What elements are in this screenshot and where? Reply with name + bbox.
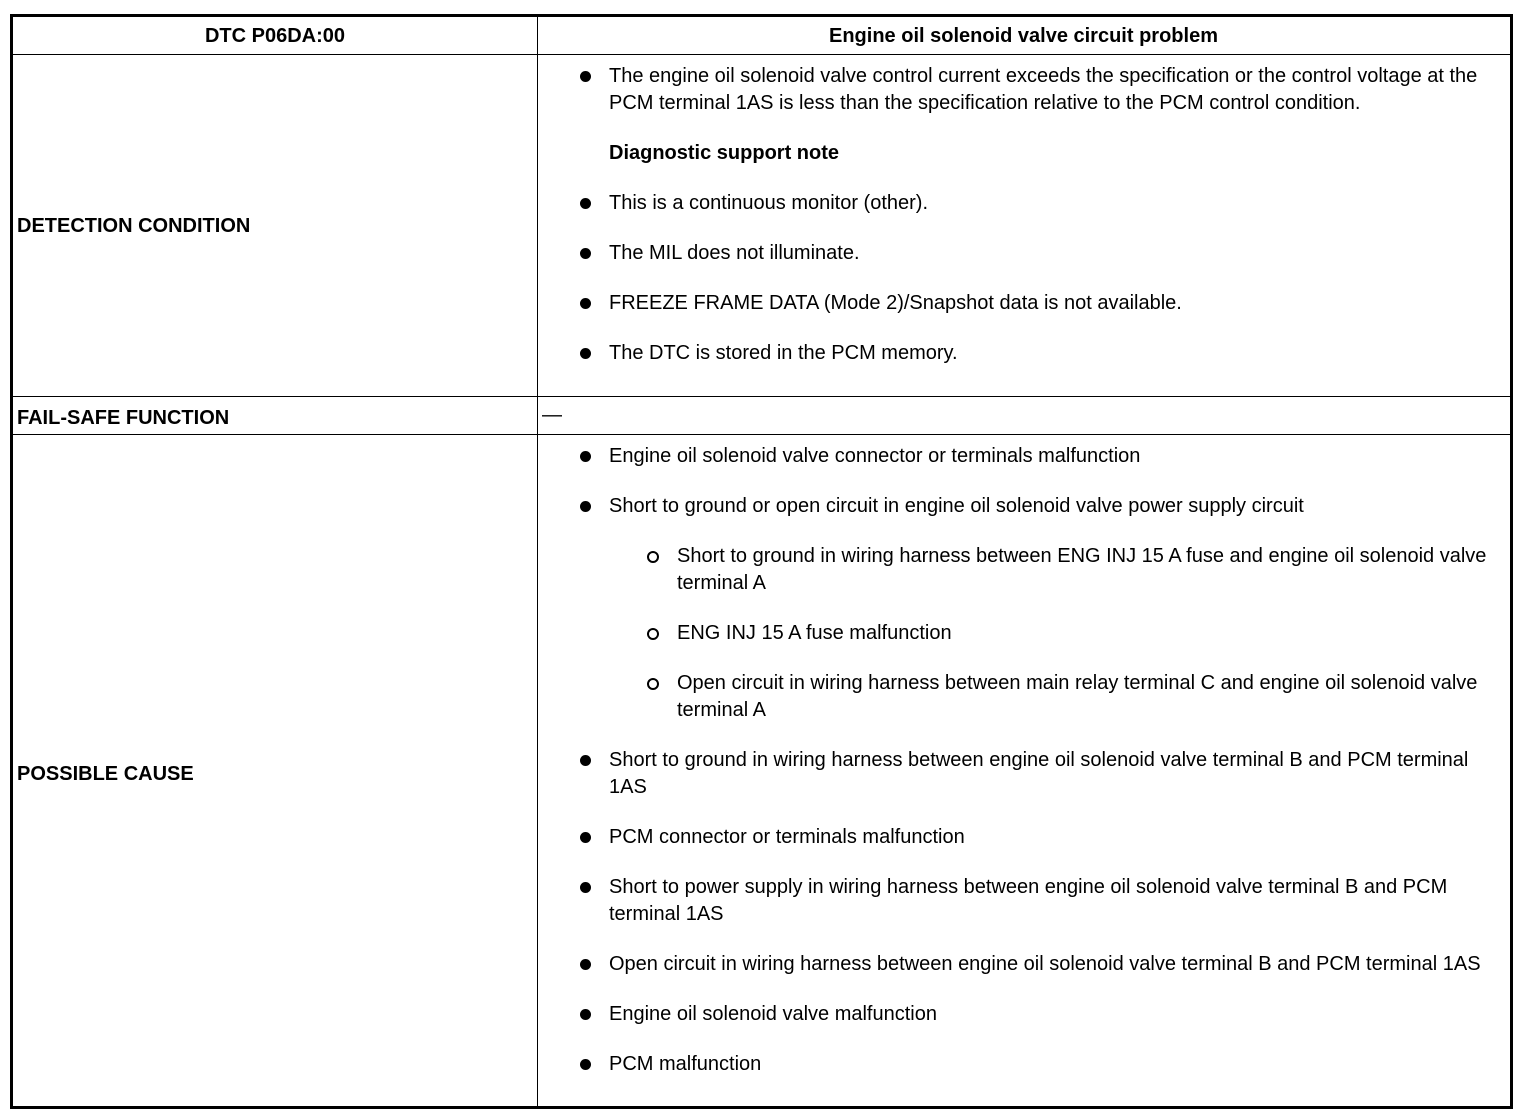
dtc-table — [10, 14, 1513, 1109]
list-item — [537, 340, 1510, 367]
detection-condition-list — [537, 63, 1510, 117]
list-item — [537, 824, 1510, 851]
bullet-icon — [580, 959, 591, 970]
note-text: FREEZE FRAME DATA (Mode 2)/Snapshot data is not available. — [609, 292, 1182, 314]
cause-text: PCM connector or terminals malfunction — [609, 826, 965, 848]
list-item — [537, 951, 1510, 978]
bullet-icon — [580, 348, 591, 359]
bullet-icon — [580, 1059, 591, 1070]
note-text: This is a continuous monitor (other). — [609, 192, 929, 214]
fail-safe-cell — [537, 397, 1510, 434]
bullet-icon — [580, 71, 591, 82]
list-item — [537, 1051, 1510, 1078]
dtc-title-header: Engine oil solenoid valve circuit problem — [829, 25, 1218, 47]
bullet-icon — [580, 832, 591, 843]
bullet-icon — [580, 198, 591, 209]
note-text: The DTC is stored in the PCM memory. — [609, 342, 958, 364]
note-text: The MIL does not illuminate. — [609, 242, 860, 264]
hollow-bullet-icon — [647, 678, 659, 690]
cause-text: Short to power supply in wiring harness between engine oil solenoid valve terminal B and PCM terminal 1AS — [609, 876, 1448, 925]
fail-safe-label: FAIL-SAFE FUNCTION — [17, 407, 230, 429]
detection-condition-label: DETECTION CONDITION — [17, 215, 251, 237]
possible-cause-list-continued — [537, 747, 1510, 1078]
list-item — [537, 443, 1510, 470]
cause-text: Engine oil solenoid valve connector or terminals malfunction — [609, 445, 1141, 467]
possible-cause-cell — [537, 443, 1510, 1078]
list-item — [537, 290, 1510, 317]
diagnostic-support-note-heading: Diagnostic support note — [609, 142, 839, 164]
dtc-code-header: DTC P06DA:00 — [204, 25, 346, 47]
diagnostic-notes-list — [537, 190, 1510, 367]
list-item — [537, 874, 1510, 928]
bullet-icon — [580, 882, 591, 893]
cause-text: Open circuit in wiring harness between engine oil solenoid valve terminal B and PCM terminal 1AS — [609, 953, 1481, 975]
bullet-icon — [580, 451, 591, 462]
list-item — [537, 63, 1510, 117]
sub-cause-text: Short to ground in wiring harness between ENG INJ 15 A fuse and engine oil solenoid valve terminal A — [677, 545, 1487, 594]
sub-list-item — [537, 670, 1510, 724]
sub-list-item — [537, 620, 1510, 647]
cause-text: Short to ground in wiring harness between engine oil solenoid valve terminal B and PCM terminal 1AS — [609, 749, 1469, 798]
possible-cause-label: POSSIBLE CAUSE — [17, 763, 194, 785]
hollow-bullet-icon — [647, 628, 659, 640]
list-item — [537, 747, 1510, 801]
list-item — [537, 1001, 1510, 1028]
power-supply-sub-list — [537, 543, 1510, 724]
fail-safe-row-divider — [13, 434, 1510, 435]
list-item — [537, 240, 1510, 267]
cause-text: PCM malfunction — [609, 1053, 762, 1075]
sub-cause-text: ENG INJ 15 A fuse malfunction — [677, 622, 952, 644]
bullet-icon — [580, 755, 591, 766]
sub-list-item — [537, 543, 1510, 597]
bullet-icon — [580, 501, 591, 512]
cause-text: Engine oil solenoid valve malfunction — [609, 1003, 937, 1025]
list-item — [537, 190, 1510, 217]
bullet-icon — [580, 248, 591, 259]
detection-condition-intro: The engine oil solenoid valve control current exceeds the specification or the control voltage at the PCM terminal 1AS is less than the specification relative to the PCM control condition. — [609, 65, 1478, 114]
detection-condition-cell — [537, 63, 1510, 367]
fail-safe-value: — — [542, 404, 562, 426]
bullet-icon — [580, 298, 591, 309]
possible-cause-list — [537, 443, 1510, 520]
hollow-bullet-icon — [647, 551, 659, 563]
bullet-icon — [580, 1009, 591, 1020]
list-item — [537, 493, 1510, 520]
sub-cause-text: Open circuit in wiring harness between main relay terminal C and engine oil solenoid valve terminal A — [677, 672, 1478, 721]
cause-text: Short to ground or open circuit in engine oil solenoid valve power supply circuit — [609, 495, 1304, 517]
